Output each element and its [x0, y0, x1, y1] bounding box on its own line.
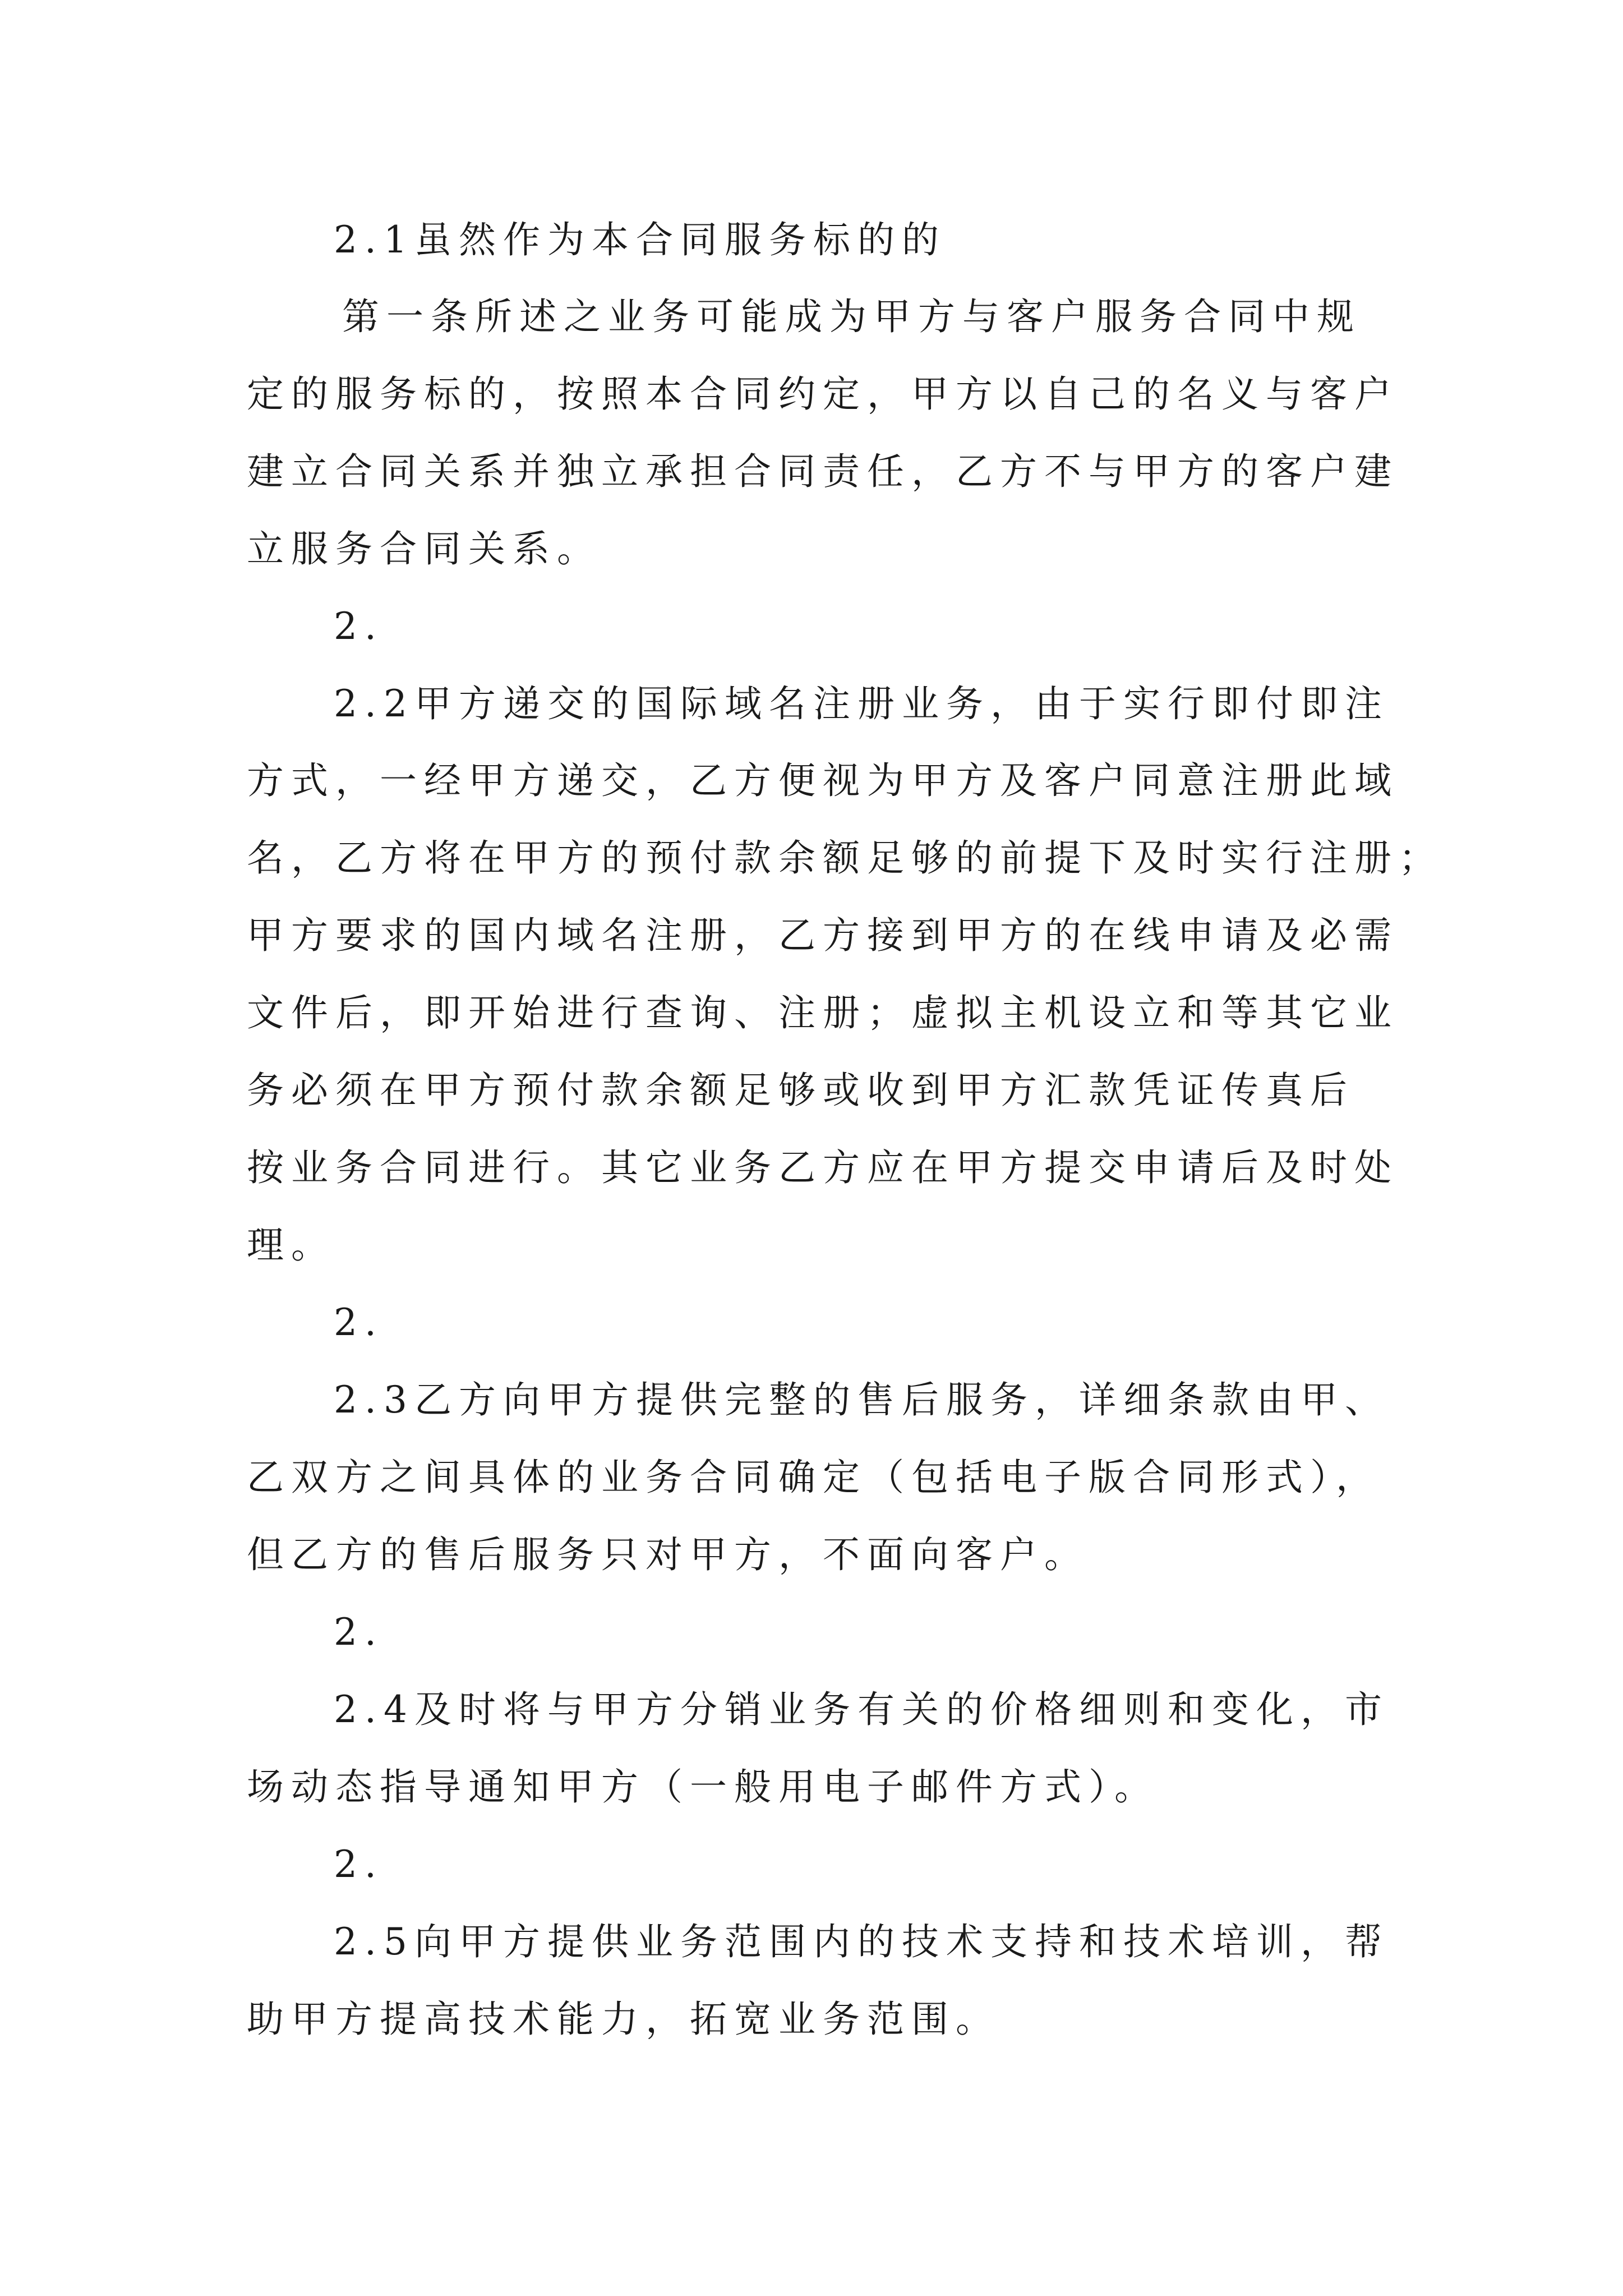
- text-line: 第一条所述之业务可能成为甲方与客户服务合同中规: [342, 295, 1361, 338]
- text-line: 但乙方的售后服务只对甲方，不面向客户。: [247, 1533, 1089, 1576]
- text-line: 建立合同关系并独立承担合同责任，乙方不与甲方的客户建: [247, 450, 1399, 493]
- text-line: 2.5向甲方提供业务范围内的技术支持和技术培训，帮: [334, 1920, 1389, 1963]
- text-line: 务必须在甲方预付款余额足够或收到甲方汇款凭证传真后: [247, 1069, 1354, 1112]
- text-line: 2.4及时将与甲方分销业务有关的价格细则和变化，市: [334, 1688, 1389, 1731]
- text-line: 名，乙方将在甲方的预付款余额足够的前提下及时实行注册；: [247, 836, 1443, 880]
- text-line: 乙双方之间具体的业务合同确定（包括电子版合同形式），: [247, 1456, 1380, 1499]
- text-line: 立服务合同关系。: [247, 527, 601, 570]
- text-line: 2.3乙方向甲方提供完整的售后服务，详细条款由甲、: [334, 1378, 1389, 1421]
- text-line: 2.2甲方递交的国际域名注册业务，由于实行即付即注: [334, 682, 1389, 725]
- text-line: 按业务合同进行。其它业务乙方应在甲方提交申请后及时处: [247, 1146, 1399, 1189]
- text-line: 2.1虽然作为本合同服务标的的: [334, 218, 946, 261]
- text-line: 2.: [334, 605, 384, 648]
- text-line: 理。: [247, 1223, 335, 1267]
- text-line: 定的服务标的，按照本合同约定，甲方以自己的名义与客户: [247, 372, 1399, 416]
- text-line: 2.: [334, 1301, 384, 1344]
- text-line: 文件后，即开始进行查询、注册；虚拟主机设立和等其它业: [247, 991, 1399, 1034]
- text-line: 2.: [334, 1843, 384, 1886]
- text-line: 甲方要求的国内域名注册，乙方接到甲方的在线申请及必需: [247, 914, 1399, 957]
- text-line: 场动态指导通知甲方（一般用电子邮件方式）。: [247, 1765, 1159, 1809]
- text-line: 方式，一经甲方递交，乙方便视为甲方及客户同意注册此域: [247, 759, 1399, 802]
- text-line: 2.: [334, 1611, 384, 1654]
- text-line: 助甲方提高技术能力，拓宽业务范围。: [247, 1998, 1000, 2041]
